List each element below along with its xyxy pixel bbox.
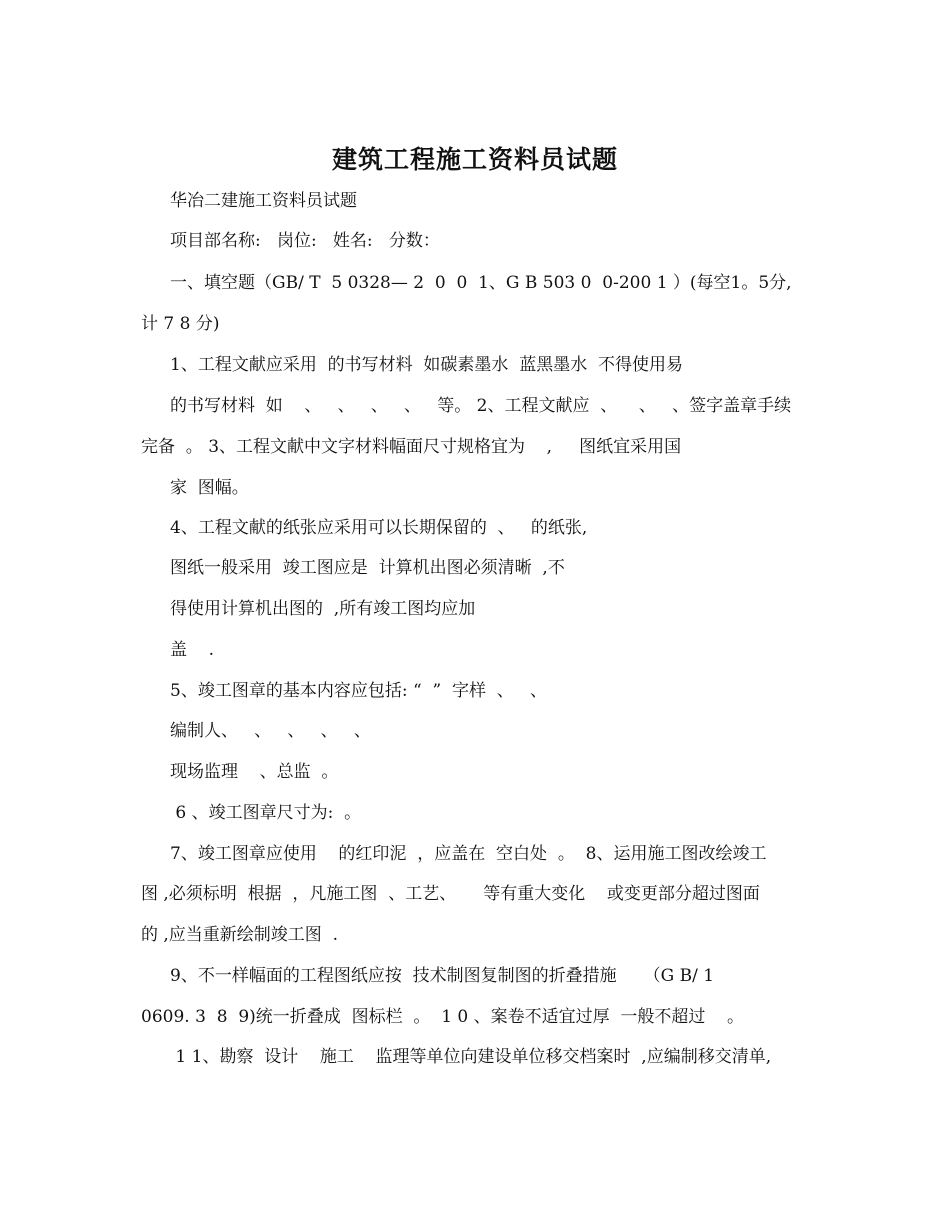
text-line: 0609. 3 8 9)统一折叠成 图标栏 。 1 0 、案卷不适宜过厚 一般不超过 。	[141, 1007, 745, 1027]
text-line: 项目部名称: 岗位: 姓名: 分数：	[170, 231, 440, 251]
text-line: 5、竣工图章的基本内容应包括: “ ” 字样 、 、	[170, 681, 547, 701]
text-line: 完备 。 3、工程文献中文字材料幅面尺寸规格宜为 , 图纸宜采用国	[141, 437, 682, 457]
text-line: 图纸一般采用 竣工图应是 计算机出图必须清晰 ,不	[170, 558, 565, 578]
text-line: 7、竣工图章应使用 的红印泥 ，应盖在 空白处 。 8、运用施工图改绘竣工	[170, 844, 767, 864]
text-line: 1、工程文献应采用 的书写材料 如碳素墨水 蓝黑墨水 不得使用易	[170, 355, 684, 375]
text-line: 6 、竣工图章尺寸为: 。	[170, 803, 362, 823]
text-line: 家 图幅。	[170, 478, 249, 498]
text-line: 编制人、 、 、 、 、	[170, 721, 371, 741]
text-line: 9、不一样幅面的工程图纸应按 技术制图复制图的折叠措施 （G B/ 1	[170, 966, 715, 986]
document-title: 建筑工程施工资料员试题	[331, 145, 618, 174]
text-line: 的书写材料 如 、 、 、 、 等。 2、工程文献应 、 、 、签字盖章手续	[170, 396, 792, 416]
text-line: 盖 .	[170, 640, 215, 660]
text-line: 4、工程文献的纸张应采用可以长期保留的 、 的纸张,	[170, 518, 588, 538]
text-line: 图 ,必须标明 根据 ，凡施工图 、工艺、 等有重大变化 或变更部分超过图面	[141, 884, 760, 904]
text-line: 计 7 8 分)	[141, 314, 220, 334]
text-line: 华冶二建施工资料员试题	[170, 191, 357, 211]
text-line: 一、填空题（GB/ T 5 0328— 2 0 0 1、G B 503 0 0-200 1 ）(每空1。5分,	[170, 273, 792, 293]
text-line: 现场监理 、总监 。	[170, 762, 339, 782]
text-line: 得使用计算机出图的 ,所有竣工图均应加	[170, 599, 476, 619]
text-line: 1 1、勘察 设计 施工 监理等单位向建设单位移交档案时 ,应编制移交清单,	[170, 1047, 772, 1067]
text-line: 的 ,应当重新绘制竣工图 .	[141, 925, 339, 945]
